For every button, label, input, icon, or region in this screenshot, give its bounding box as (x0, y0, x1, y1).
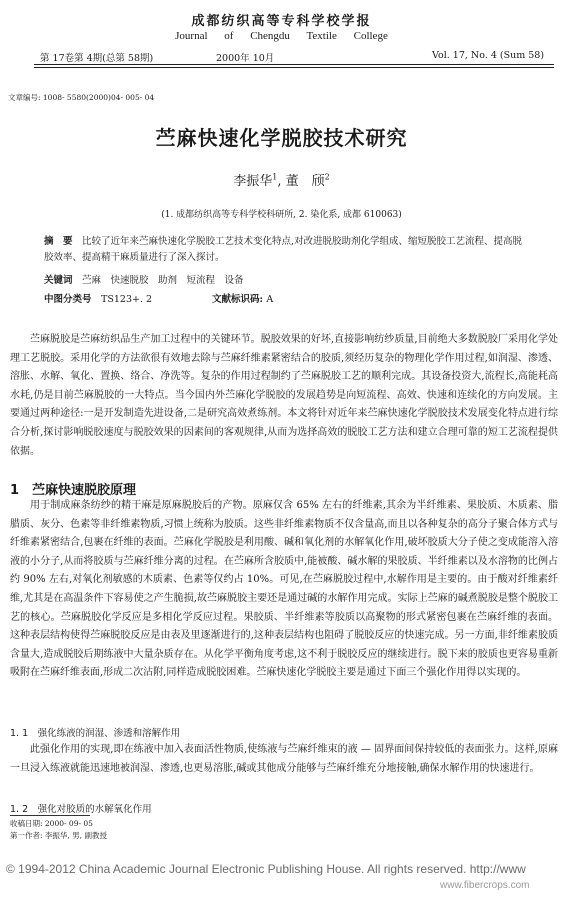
subsection-heading: 1. 1 强化练液的润湿、渗透和溶解作用 (10, 728, 181, 739)
author-affil-mark: 1 (272, 172, 278, 182)
section-paragraph: 用于制成麻条纺纱的精干麻是原麻脱胶后的产物。原麻仅含 65% 左右的纤维素,其余为半纤维素、果胶质、木质素、脂腊质、灰分、色素等非纤维素物质,习惯上统称为胶质。这些非纤维素物质不仅含量高,而且以各种复杂的高分子聚合体方式与纤维素紧密结合,包裹在纤维的表面。苎麻化学脱胶是利用酸、碱和氧化剂的水解氧化作用,破坏胶质大分子使之变成能溶入溶液的小分子,从而将胶质与苎麻纤维分离的过程。在苎麻所含胶质中,能被酸、碱水解的果胶质、半纤维素以及水溶物的比例占约 90% 左右,对氧化剂敏感的木质素、色素等仅约占 10%。可见,在苎麻脱胶过程中,水解作用是主要的。由于酸对纤维素纤维,尤其是在高温条件下容易使之产生脆损,故苎麻脱胶主要还是通过碱的水解作用完成。实际上苎麻的碱煮脱胶是整个脱胶工艺的核心。苎麻脱胶化学反应是多相化学反应过程。果胶质、半纤维素等胶质以高聚物的形式紧密包裹在苎麻纤维的表面。这种表层结构使得苎麻脱胶反应是由表及里逐渐进行的,这种表层结构也阻碍了脱胶反应的快速完成。另一方面,非纤维素胶质含量大,造成脱胶后期练液中大量杂质存在。从化学平衡角度考虑,这不利于脱胶反应的继续进行。脱下来的胶质也更容易重新吸附在苎麻纤维表面,形成二次沾附,同样造成脱胶困难。苎麻快速化学脱胶主要是通过下面三个强化作用得以实现的。 (10, 500, 558, 679)
copyright-notice: © 1994-2012 China Academic Journal Electronic Publishing House. All rights reserved. http://www (6, 862, 526, 876)
volume-en: Vol. 17, No. 4 (Sum 58) (432, 50, 545, 61)
author-name: 董 颀 (285, 174, 325, 189)
author-affil-mark: 2 (324, 172, 330, 182)
journal-name-cn: 成都纺织高等专科学校学报 (191, 14, 372, 29)
author-line (0, 170, 563, 189)
classification-number (44, 291, 152, 305)
abstract-text: 比较了近年来苎麻快速化学脱胶工艺技术变化特点,对改进脱胶助剂化学组成、缩短脱胶工艺流程、提高脱胶效率、提高精干麻质量进行了深入探讨。 (44, 236, 523, 263)
section-heading: 1 苎麻快速脱胶原理 (10, 483, 137, 498)
header-rule (34, 67, 554, 68)
subsection-paragraph: 此强化作用的实现,即在练液中加入表面活性物质,使练液与苎麻纤维束的液 — 固界面间保持较低的表面张力。这样,原麻一旦浸入练液就能迅速地被润湿、渗透,也更易溶胀,碱或其他成分能够与苎麻纤维充分地接触,确保水解作用的快速进行。 (10, 744, 558, 774)
subsection-heading: 1. 2 强化对胶质的水解氧化作用 (10, 804, 152, 815)
issue-date: 2000年 10月 (216, 53, 275, 64)
footnote-rule (10, 815, 90, 816)
article-number: 文章编号: 1008- 5580(2000)04- 005- 04 (8, 93, 155, 102)
received-date-footnote: 收稿日期: 2000- 09- 05 (10, 819, 93, 828)
first-author-footnote: 第一作者: 李振华, 男, 副教授 (10, 831, 107, 840)
author-separator: , (277, 174, 286, 189)
classification-label: 中图分类号 (44, 294, 102, 305)
author-name: 李振华 (233, 174, 273, 189)
intro-paragraph: 苎麻脱胶是苎麻纺织品生产加工过程中的关键环节。脱胶效果的好坏,直接影响纺纱质量,目前绝大多数脱胶厂采用化学处理工艺脱胶。采用化学的方法欲很有效地去除与苎麻纤维素紧密结合的胶质,须经历复杂的物理化学作用过程,如润湿、渗透、溶胀、水解、氧化、置换、络合、净洗等。复杂的作用过程制约了苎麻脱胶工艺的顺利完成。其设备投资大,流程长,高能耗高水耗,仍是目前苎麻脱胶的一大特点。当今国内外苎麻化学脱胶的发展趋势是向短流程、高效、快速和连续化的方向发展。主要通过两种途径:一是开发制造先进设备,二是研究高效煮练剂。本文将针对近年来苎麻快速化学脱胶技术发展变化特点进行综合分析,探讨影响脱胶速度与脱胶效果的因素间的客观规律,从而为选择高效的脱胶工艺方法和建立合理可靠的短工艺流程提供依据。 (10, 334, 558, 457)
document-code-value: A (266, 294, 274, 305)
keywords (44, 272, 244, 286)
site-watermark: www.fibercrops.com (440, 880, 530, 891)
volume-cn: 第 17卷第 4期(总第 58期) (40, 53, 154, 64)
abstract (44, 234, 530, 266)
document-code-label: 文献标识码: (212, 294, 267, 305)
document-code (212, 291, 273, 305)
article-title: 苎麻快速化学脱胶技术研究 (155, 126, 408, 150)
affiliation: (1. 成都纺织高等专科学校科研所, 2. 染化系, 成都 610063) (161, 210, 402, 220)
abstract-label: 摘 要 (44, 236, 83, 247)
header-rule (34, 64, 554, 65)
classification-value: TS123+. 2 (101, 294, 153, 305)
keywords-label: 关键词 (44, 275, 83, 286)
journal-name-en: Journal of Chengdu Textile College (175, 30, 388, 42)
keywords-text: 苎麻 快速脱胶 助剂 短流程 设备 (82, 275, 244, 286)
